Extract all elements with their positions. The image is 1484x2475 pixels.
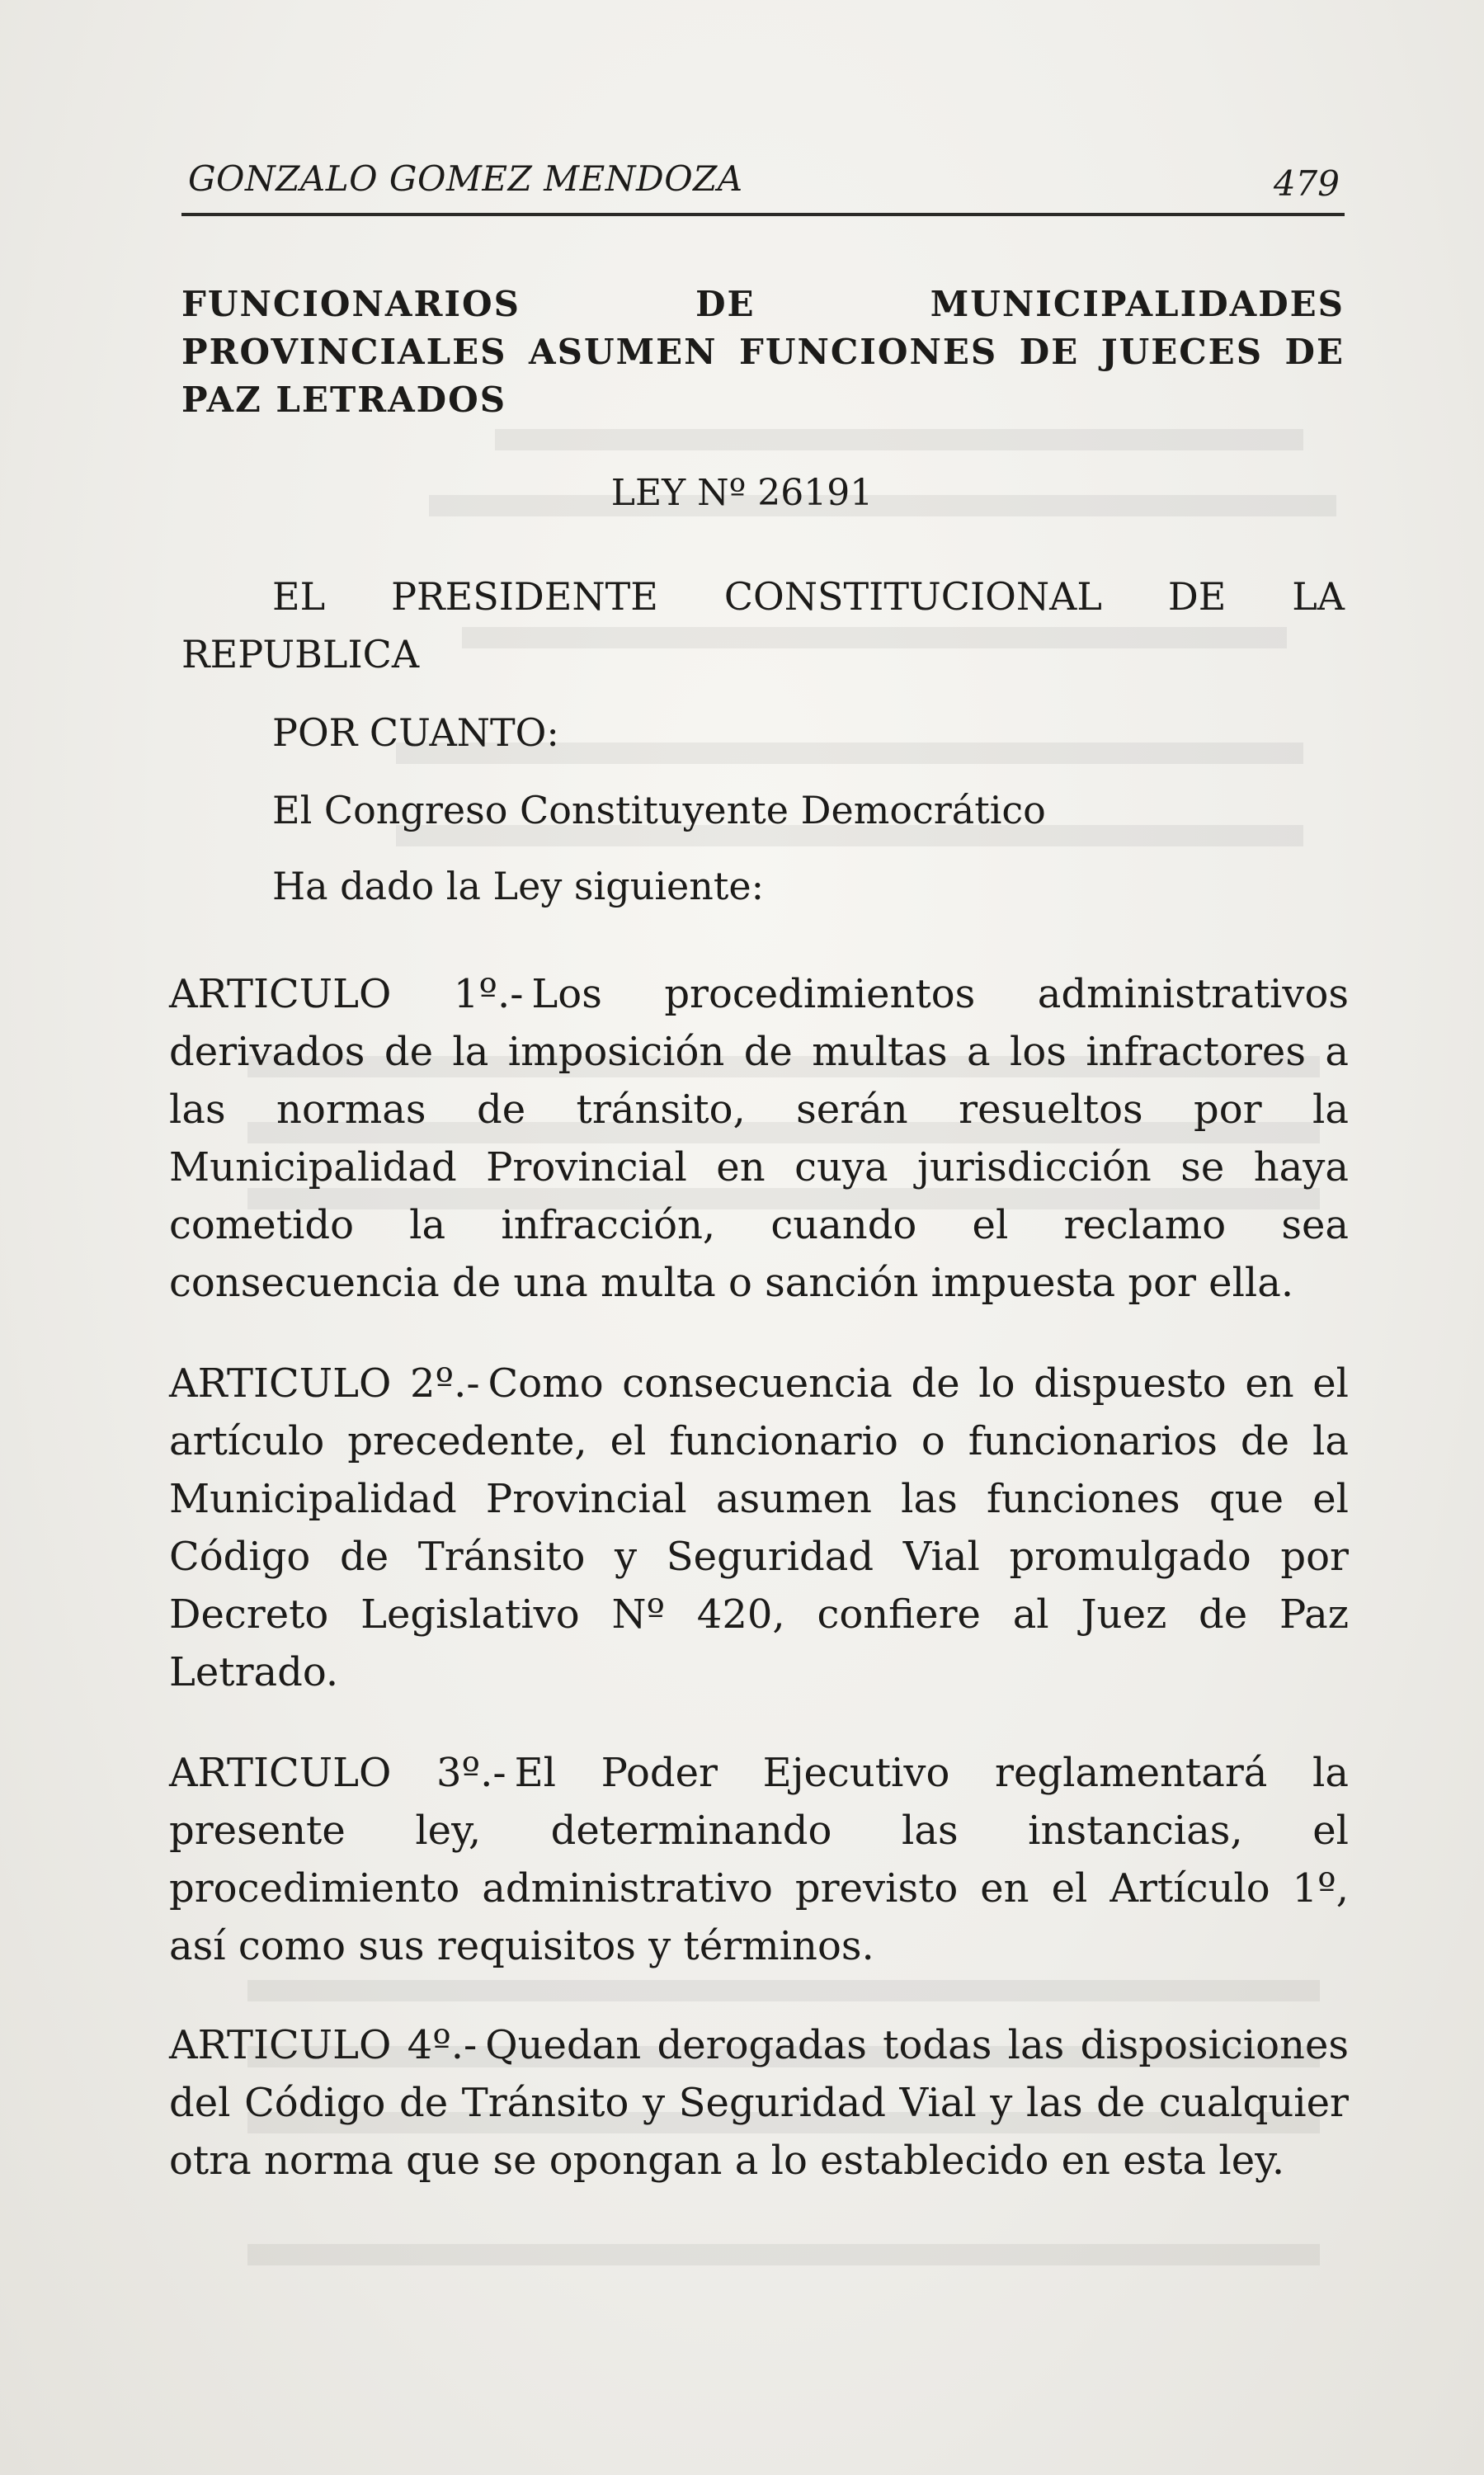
article-2-label: ARTICULO 2º.- — [169, 1360, 480, 1407]
running-header-author: GONZALO GOMEZ MENDOZA — [188, 158, 743, 199]
article-4-label: ARTICULO 4º.- — [169, 2022, 478, 2068]
law-number: LEY Nº 26191 — [610, 472, 874, 514]
article-1 — [169, 965, 1349, 1312]
article-2-text: Como consecuencia de lo dispuesto en el artículo precedente, el funcionario o funcionarios de la Municipalidad Provincial asumen las funciones que el Código de Tránsito y Seguridad Vial promulgado por Decreto Legislativo Nº 420, confiere al Juez de Paz Letrado. — [169, 1360, 1350, 1695]
article-4-text: Quedan derogadas todas las disposiciones del Código de Tránsito y Seguridad Vial y las de cualquier otra norma que se opongan a lo establecido en esta ley. — [169, 2022, 1349, 2184]
page-number: 479 — [1273, 163, 1340, 204]
article-3-label: ARTICULO 3º.- — [169, 1750, 506, 1796]
article-1-text: Los procedimientos administrativos derivados de la imposición de multas a los infractores a las normas de tránsito, serán resueltos por la Municipalidad Provincial en cuya jurisdicción se haya cometido la infracción, cuando el reclamo sea consecuencia de una multa o sanción impuesta por ella. — [169, 971, 1349, 1306]
article-1-label: ARTICULO 1º.- — [169, 971, 524, 1017]
article-2 — [169, 1355, 1349, 1701]
law-title: FUNCIONARIOS DE MUNICIPALIDADES PROVINCIALES ASUMEN FUNCIONES DE JUECES DE PAZ LETRADOS — [181, 284, 1345, 420]
article-3 — [169, 1744, 1349, 1975]
preamble-ha-dado: Ha dado la Ley siguiente: — [272, 864, 765, 908]
article-3-text: El Poder Ejecutivo reglamentará la presente ley, determinando las instancias, el procedimiento administrativo previsto en el Artículo 1º, así como sus requisitos y términos. — [169, 1750, 1349, 1969]
header-rule — [181, 213, 1345, 216]
preamble-president: EL PRESIDENTE CONSTITUCIONAL DE LA REPUBLICA — [181, 574, 1345, 676]
preamble-por-cuanto: POR CUANTO: — [272, 710, 559, 755]
article-4 — [169, 2016, 1349, 2190]
preamble-congress: El Congreso Constituyente Democrático — [272, 788, 1046, 832]
running-header — [181, 155, 1345, 205]
